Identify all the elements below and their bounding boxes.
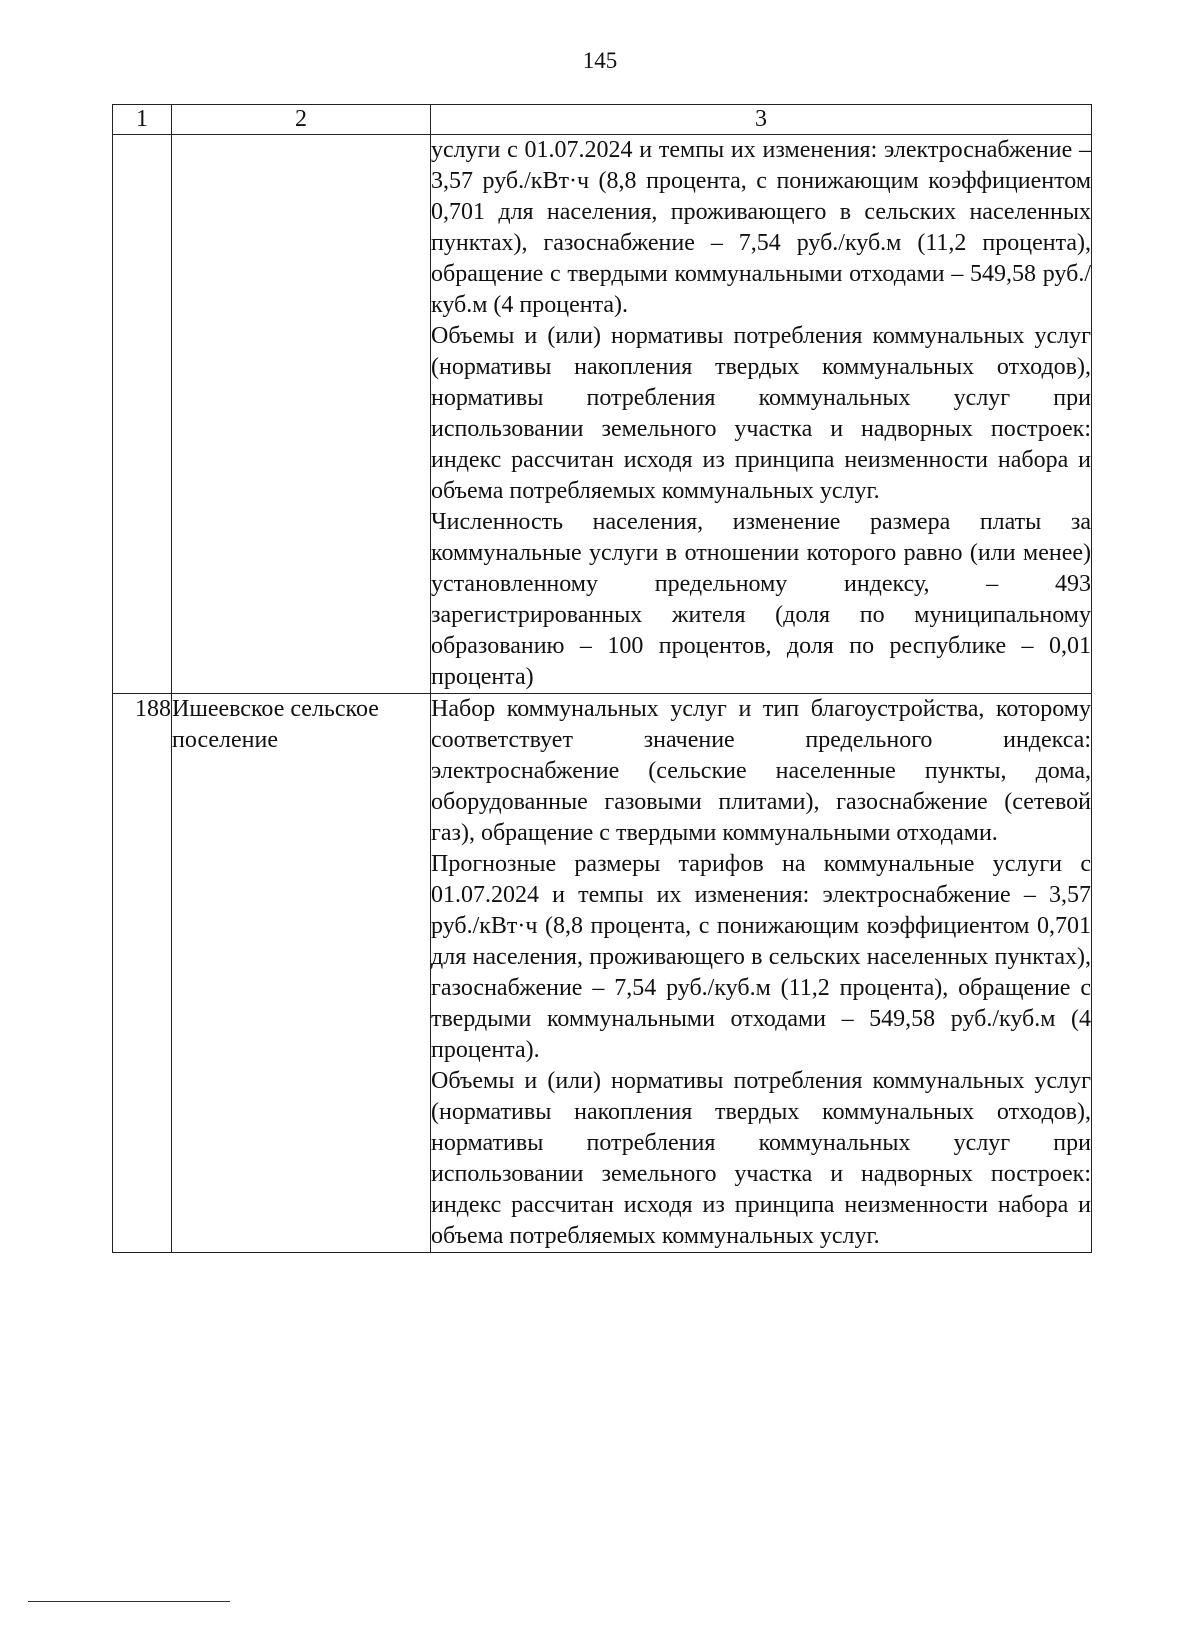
table-header-row <box>113 105 1092 135</box>
text-paragraph: Набор коммунальных услуг и тип благоустройства, которому соответствует значение предельного индекса: электроснабжение (сельские населенные пункты, дома, оборудованные газовыми плитами), газоснабжение (сетевой газ), обращение с твердыми коммунальными отходами. <box>431 696 1091 846</box>
column-header-3: 3 <box>431 105 1092 135</box>
text-paragraph: Прогнозные размеры тарифов на коммунальные услуги с 01.07.2024 и темпы их изменения: электроснабжение – 3,57 руб./кВт·ч (8,8 процента, с понижающим коэффициентом 0,701 для населения, проживающего в сельских населенных пунктах), газоснабжение – 7,54 руб./куб.м (11,2 процента), обращение с твердыми коммунальными отходами – 549,58 руб./куб.м (4 процента). <box>431 851 1091 1063</box>
text-paragraph: Объемы и (или) нормативы потребления коммунальных услуг (нормативы накопления твердых коммунальных отходов), нормативы потребления коммунальных услуг при использовании земельного участка и надворных построек: индекс рассчитан исходя из принципа неизменности набора и объема потребляемых коммунальных услуг. <box>431 1068 1091 1249</box>
text-paragraph: Численность населения, изменение размера платы за коммунальные услуги в отношении которого равно (или менее) установленному предельному индексу, – 493 зарегистрированных жителя (доля по муниципальному образованию – 100 процентов, доля по республике – 0,01 процента) <box>431 509 1091 690</box>
table-row-continued <box>113 135 1092 694</box>
row-number-cell: 188 <box>113 694 172 1253</box>
row-number-cell <box>113 135 172 694</box>
text-paragraph: Объемы и (или) нормативы потребления коммунальных услуг (нормативы накопления твердых коммунальных отходов), нормативы потребления коммунальных услуг при использовании земельного участка и надворных построек: индекс рассчитан исходя из принципа неизменности набора и объема потребляемых коммунальных услуг. <box>431 323 1091 504</box>
tariff-table <box>112 104 1092 1253</box>
table-row-188 <box>113 694 1092 1253</box>
page-number: 145 <box>582 48 618 73</box>
row-text-cell <box>431 694 1092 1253</box>
row-text-cell <box>431 135 1092 694</box>
row-name-cell: Ишеевское сельское поселение <box>172 694 431 1253</box>
column-header-1: 1 <box>113 105 172 135</box>
text-paragraph: услуги с 01.07.2024 и темпы их изменения: электроснабжение – 3,57 руб./кВт·ч (8,8 процента, с понижающим коэффициентом 0,701 для населения, проживающего в сельских населенных пунктах), газоснабжение – 7,54 руб./куб.м (11,2 процента), обращение с твердыми коммунальными отходами – 549,58 руб./куб.м (4 процента). <box>431 137 1091 318</box>
column-header-2: 2 <box>172 105 431 135</box>
footer-rule <box>28 1601 230 1602</box>
row-name-cell <box>172 135 431 694</box>
